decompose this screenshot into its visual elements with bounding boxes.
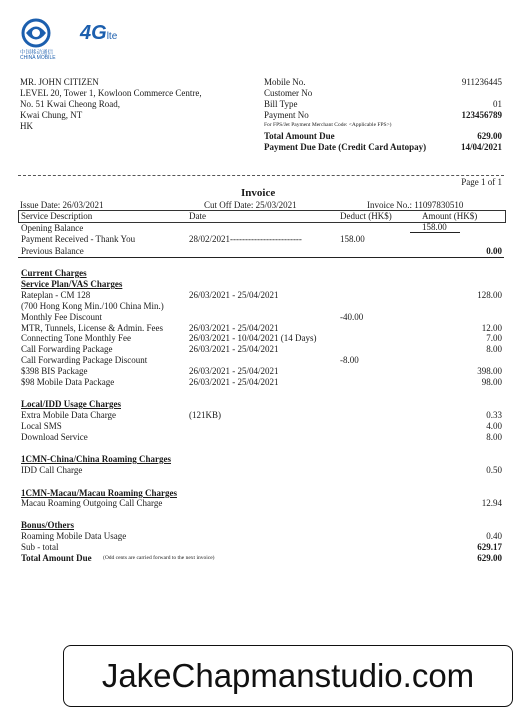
previous-balance-label: Previous Balance bbox=[21, 246, 84, 256]
monthly-fee-discount-deduct: -40.00 bbox=[340, 312, 364, 322]
customer-name: MR. JOHN CITIZEN bbox=[20, 77, 99, 87]
mobile-data-package-date: 26/03/2021 - 25/04/2021 bbox=[189, 377, 279, 387]
extra-mobile-data-label: Extra Mobile Data Charge bbox=[21, 410, 117, 420]
connecting-tone-date: 26/03/2021 - 10/04/2021 (14 Days) bbox=[189, 333, 317, 343]
col-date: Date bbox=[189, 211, 206, 221]
bis-package-label: $398 BIS Package bbox=[21, 366, 88, 376]
extra-mobile-data-amount: 0.33 bbox=[486, 410, 502, 420]
connecting-tone-label: Connecting Tone Monthly Fee bbox=[21, 333, 131, 343]
service-plan-heading: Service Plan/VAS Charges bbox=[21, 279, 123, 289]
col-amount: Amount (HK$) bbox=[422, 211, 478, 221]
local-sms-label: Local SMS bbox=[21, 421, 62, 431]
col-deduct: Deduct (HK$) bbox=[340, 211, 392, 221]
china-roaming-heading: 1CMN-China/China Roaming Charges bbox=[21, 454, 172, 464]
previous-balance-value: 0.00 bbox=[486, 246, 502, 256]
extra-mobile-data-usage: (121KB) bbox=[189, 410, 221, 420]
payment-no-value: 123456789 bbox=[461, 110, 502, 120]
macau-outgoing-call-label: Macau Roaming Outgoing Call Charge bbox=[21, 498, 163, 508]
connecting-tone-amount: 7.00 bbox=[486, 333, 502, 343]
local-idd-heading: Local/IDD Usage Charges bbox=[21, 399, 121, 409]
mobile-no-label: Mobile No. bbox=[264, 77, 306, 87]
rateplan-label: Rateplan - CM 128 bbox=[21, 290, 91, 300]
call-forwarding-amount: 8.00 bbox=[486, 344, 502, 354]
watermark-text: JakeChapmanstudio.com bbox=[101, 657, 475, 694]
fps-note: For FPS/Jet Payment Merchant Code: <Applicable FPS>) bbox=[264, 122, 392, 128]
opening-underline bbox=[410, 232, 460, 233]
col-service-description: Service Description bbox=[21, 211, 93, 221]
watermark-box bbox=[63, 645, 513, 707]
lte-text: lte bbox=[106, 31, 118, 42]
monthly-fee-discount-label: Monthly Fee Discount bbox=[21, 312, 102, 322]
mobile-data-package-amount: 98.00 bbox=[481, 377, 502, 387]
macau-roaming-heading: 1CMN-Macau/Macau Roaming Charges bbox=[21, 488, 177, 498]
payment-received-date: 28/02/2021------------------------ bbox=[189, 234, 302, 244]
mtr-fees-date: 26/03/2021 - 25/04/2021 bbox=[189, 323, 279, 333]
bis-package-amount: 398.00 bbox=[477, 366, 502, 376]
bill-type-label: Bill Type bbox=[264, 99, 298, 109]
total-amount-due-value: 629.00 bbox=[477, 131, 502, 141]
rateplan-amount: 128.00 bbox=[477, 290, 502, 300]
subtotal-amount: 629.17 bbox=[477, 542, 502, 552]
idd-call-charge-amount: 0.50 bbox=[486, 465, 502, 475]
total-amount-due-footer-value: 629.00 bbox=[477, 553, 502, 563]
invoice-title: Invoice bbox=[241, 187, 276, 199]
mtr-fees-label: MTR, Tunnels, License & Admin. Fees bbox=[21, 323, 164, 333]
payment-no-label: Payment No bbox=[264, 110, 309, 120]
page-indicator: Page 1 of 1 bbox=[461, 177, 502, 187]
mtr-fees-amount: 12.00 bbox=[481, 323, 502, 333]
previous-balance-underline bbox=[18, 257, 504, 258]
opening-balance-value: 158.00 bbox=[422, 222, 447, 232]
4g-lte-logo bbox=[80, 22, 140, 52]
rateplan-date: 26/03/2021 - 25/04/2021 bbox=[189, 290, 279, 300]
total-amount-due-footer-label: Total Amount Due bbox=[21, 553, 92, 563]
download-service-label: Download Service bbox=[21, 432, 88, 442]
call-forwarding-discount-deduct: -8.00 bbox=[340, 355, 359, 365]
local-sms-amount: 4.00 bbox=[486, 421, 502, 431]
customer-no-label: Customer No bbox=[264, 88, 313, 98]
roaming-data-usage-amount: 0.40 bbox=[486, 531, 502, 541]
payment-received-value: 158.00 bbox=[340, 234, 365, 244]
call-forwarding-discount-label: Call Forwarding Package Discount bbox=[21, 355, 148, 365]
idd-call-charge-label: IDD Call Charge bbox=[21, 465, 83, 475]
customer-address-line4: HK bbox=[20, 121, 33, 131]
china-mobile-swirl-icon bbox=[20, 18, 60, 48]
china-mobile-cn: 中国移动通信 bbox=[20, 50, 54, 56]
dashed-divider bbox=[18, 175, 504, 176]
china-mobile-en: CHINA MOBILE bbox=[20, 55, 56, 61]
call-forwarding-date: 26/03/2021 - 25/04/2021 bbox=[189, 344, 279, 354]
payment-due-date-value: 14/04/2021 bbox=[460, 142, 502, 152]
cut-off-date: Cut Off Date: 25/03/2021 bbox=[204, 200, 297, 210]
bis-package-date: 26/03/2021 - 25/04/2021 bbox=[189, 366, 279, 376]
rateplan-detail: (700 Hong Kong Min./100 China Min.) bbox=[21, 301, 164, 311]
roaming-data-usage-label: Roaming Mobile Data Usage bbox=[21, 531, 127, 541]
macau-outgoing-call-amount: 12.94 bbox=[481, 498, 502, 508]
mobile-no-value: 911236445 bbox=[461, 77, 502, 87]
issue-date: Issue Date: 26/03/2021 bbox=[20, 200, 104, 210]
current-charges-heading: Current Charges bbox=[21, 268, 87, 278]
bill-type-value: 01 bbox=[493, 99, 502, 109]
payment-received-label: Payment Received - Thank You bbox=[21, 234, 136, 244]
subtotal-label: Sub - total bbox=[21, 542, 59, 552]
customer-address-line3: Kwai Chung, NT bbox=[20, 110, 83, 120]
total-amount-due-label: Total Amount Due bbox=[264, 131, 335, 141]
customer-address-line1: LEVEL 20, Tower 1, Kowloon Commerce Centre, bbox=[20, 88, 202, 98]
customer-address-line2: No. 51 Kwai Cheong Road, bbox=[20, 99, 120, 109]
china-mobile-logo bbox=[20, 18, 80, 66]
odd-cents-note: (Odd cents are carried forward to the next invoice) bbox=[103, 555, 215, 561]
payment-due-date-label: Payment Due Date (Credit Card Autopay) bbox=[264, 142, 427, 152]
bonus-others-heading: Bonus/Others bbox=[21, 520, 75, 530]
opening-balance-label: Opening Balance bbox=[21, 223, 84, 233]
invoice-number: Invoice No.: 11097830510 bbox=[367, 200, 464, 210]
download-service-amount: 8.00 bbox=[486, 432, 502, 442]
call-forwarding-label: Call Forwarding Package bbox=[21, 344, 113, 354]
mobile-data-package-label: $98 Mobile Data Package bbox=[21, 377, 115, 387]
4g-text: 4G bbox=[80, 22, 107, 44]
